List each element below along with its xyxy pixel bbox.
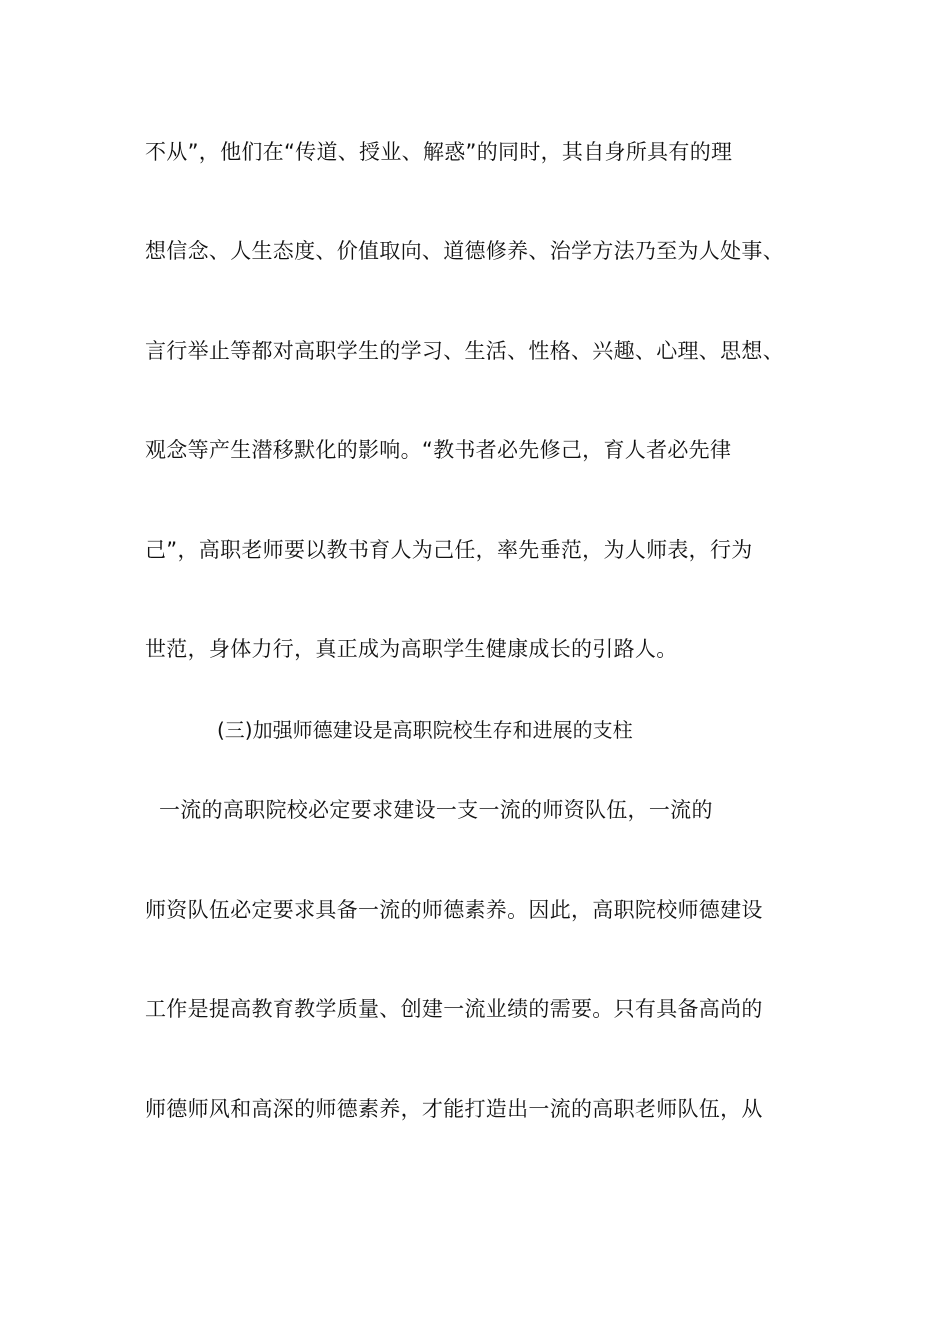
paragraph-1-line-5: 己”，高职老师要以教书育人为己任，率先垂范，为人师表，行为 xyxy=(145,538,753,562)
paragraph-1-line-1: 不从”，他们在“传道、授业、解惑”的同时，其自身所具有的理 xyxy=(145,140,733,164)
section-heading: (三)加强师德建设是高职院校生存和进展的支柱 xyxy=(217,718,633,742)
paragraph-2-line-1: 一流的高职院校必定要求建设一支一流的师资队伍，一流的 xyxy=(145,798,713,822)
paragraph-2-line-2: 师资队伍必定要求具备一流的师德素养。因此，高职院校师德建设 xyxy=(145,898,763,922)
paragraph-2-line-3: 工作是提高教育教学质量、创建一流业绩的需要。只有具备高尚的 xyxy=(145,997,763,1021)
paragraph-1-line-4: 观念等产生潜移默化的影响。“教书者必先修己，育人者必先律 xyxy=(145,438,732,462)
paragraph-2-line-4: 师德师风和高深的师德素养，才能打造出一流的高职老师队伍，从 xyxy=(145,1097,763,1121)
paragraph-1-line-6: 世范，身体力行，真正成为高职学生健康成长的引路人。 xyxy=(145,637,678,661)
paragraph-1-line-2: 想信念、人生态度、价值取向、道德修养、治学方法乃至为人处事、 xyxy=(145,239,784,263)
paragraph-1-line-3: 言行举止等都对高职学生的学习、生活、性格、兴趣、心理、思想、 xyxy=(145,339,784,363)
